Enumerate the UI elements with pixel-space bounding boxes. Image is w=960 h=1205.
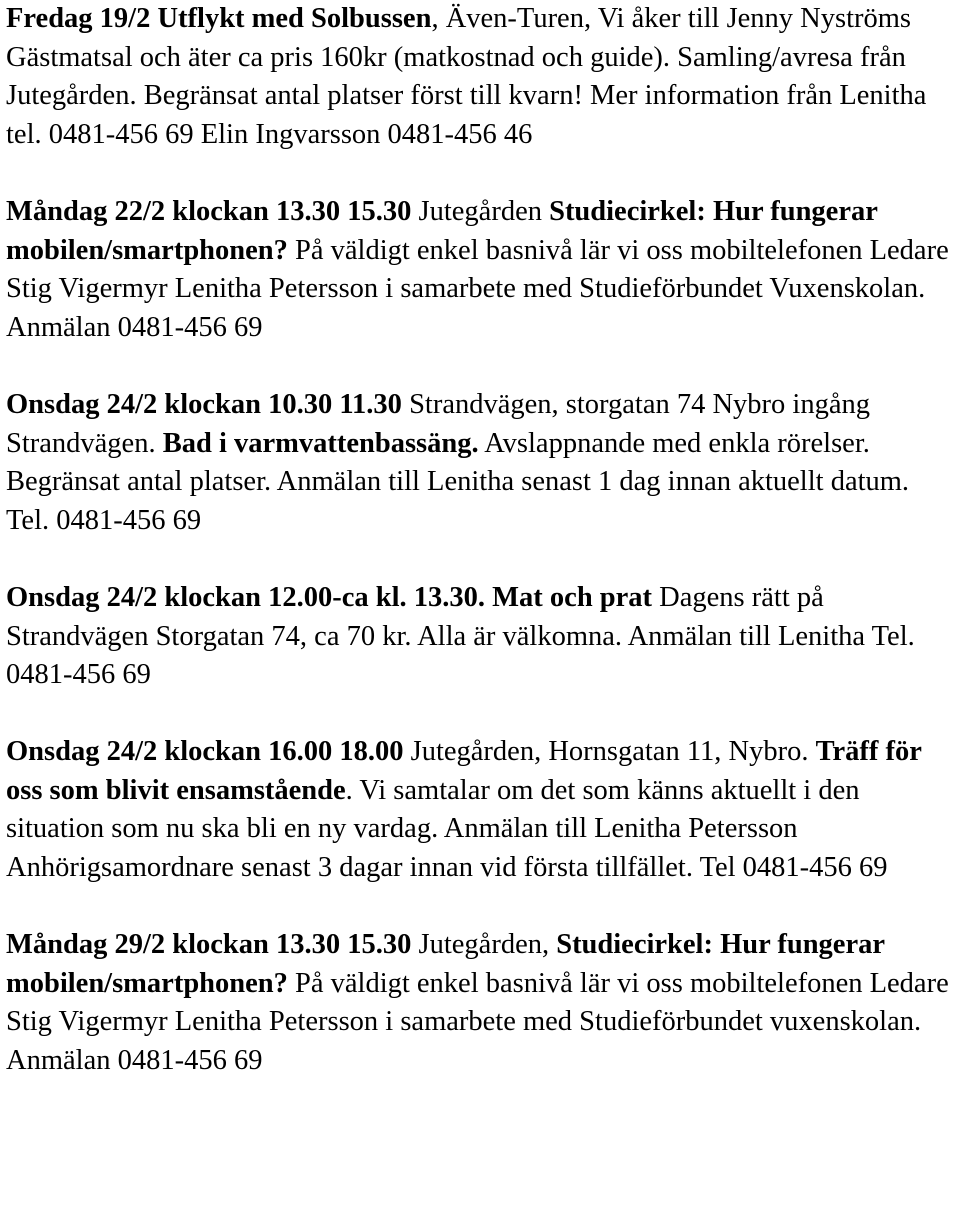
event-location-text: Jutegården (411, 195, 550, 227)
event-entry-meeting (6, 733, 956, 887)
event-heading: Onsdag 24/2 klockan 12.00-ca kl. 13.30. (6, 581, 486, 613)
document-page (6, 0, 956, 1081)
event-title: Träff för oss som blivit ensamstående (6, 736, 922, 806)
event-heading: Onsdag 24/2 klockan 16.00 18.00 (6, 736, 404, 768)
event-location-text: Strandvägen, storgatan 74 Nybro ingång Strandvägen. (6, 388, 870, 459)
event-entry-study-circle-2 (6, 926, 956, 1080)
event-body-text: , Även-Turen, Vi åker till Jenny Nyströms Gästmatsal och äter ca pris 160kr (matkostnad och guide). Samling/avresa från Jutegården. Begränsat antal platser först till kvarn! Mer information från Lenitha tel. 0481-456 69 Elin Ingvarsson 0481-456 46 (6, 3, 927, 150)
event-heading: Onsdag 24/2 klockan 10.30 11.30 (6, 388, 402, 420)
event-body-text: Avslappnande med enkla rörelser. Begränsat antal platser. Anmälan till Lenitha senast 1 dag innan aktuellt datum. Tel. 0481-456 69 (6, 427, 910, 536)
event-body-text: På väldigt enkel basnivå lär vi oss mobiltelefonen Ledare Stig Vigermyr Lenitha Petersson i samarbete med Studieförbundet vuxenskolan. Anmälan 0481-456 69 (6, 967, 949, 1077)
event-heading: Måndag 29/2 klockan 13.30 15.30 (6, 929, 412, 961)
event-location-text: Jutegården, (411, 929, 557, 961)
event-location-text: Jutegården, Hornsgatan 11, Nybro. (403, 736, 816, 768)
event-title: Studiecirkel: Hur fungerar mobilen/smartphonen? (6, 195, 878, 266)
event-heading: Måndag 22/2 klockan 13.30 15.30 (6, 195, 412, 227)
event-body-text: På väldigt enkel basnivå lär vi oss mobiltelefonen Ledare Stig Vigermyr Lenitha Petersson i samarbete med Studieförbundet Vuxenskolan. Anmälan 0481-456 69 (6, 234, 949, 343)
event-entry-bath (6, 386, 956, 540)
event-body-text: . Vi samtalar om det som känns aktuellt i den situation som nu ska bli en ny vardag. Anmälan till Lenitha Petersson Anhörigsamordnare senast 3 dagar innan vid första tillfället. Tel 0481-456 69 (6, 774, 888, 884)
event-title: Studiecirkel: Hur fungerar mobilen/smartphonen? (6, 929, 885, 999)
event-heading: Fredag 19/2 Utflykt med Solbussen (6, 3, 432, 34)
event-body-text: Dagens rätt på Strandvägen Storgatan 74, ca 70 kr. Alla är välkomna. Anmälan till Lenitha Tel. 0481-456 69 (6, 581, 915, 691)
event-entry-study-circle-1 (6, 193, 956, 347)
event-entry-food-and-chat (6, 579, 956, 695)
event-entry-outing (6, 0, 956, 154)
event-title: Mat och prat (492, 581, 653, 613)
event-title: Bad i varmvattenbassäng. (162, 427, 479, 459)
